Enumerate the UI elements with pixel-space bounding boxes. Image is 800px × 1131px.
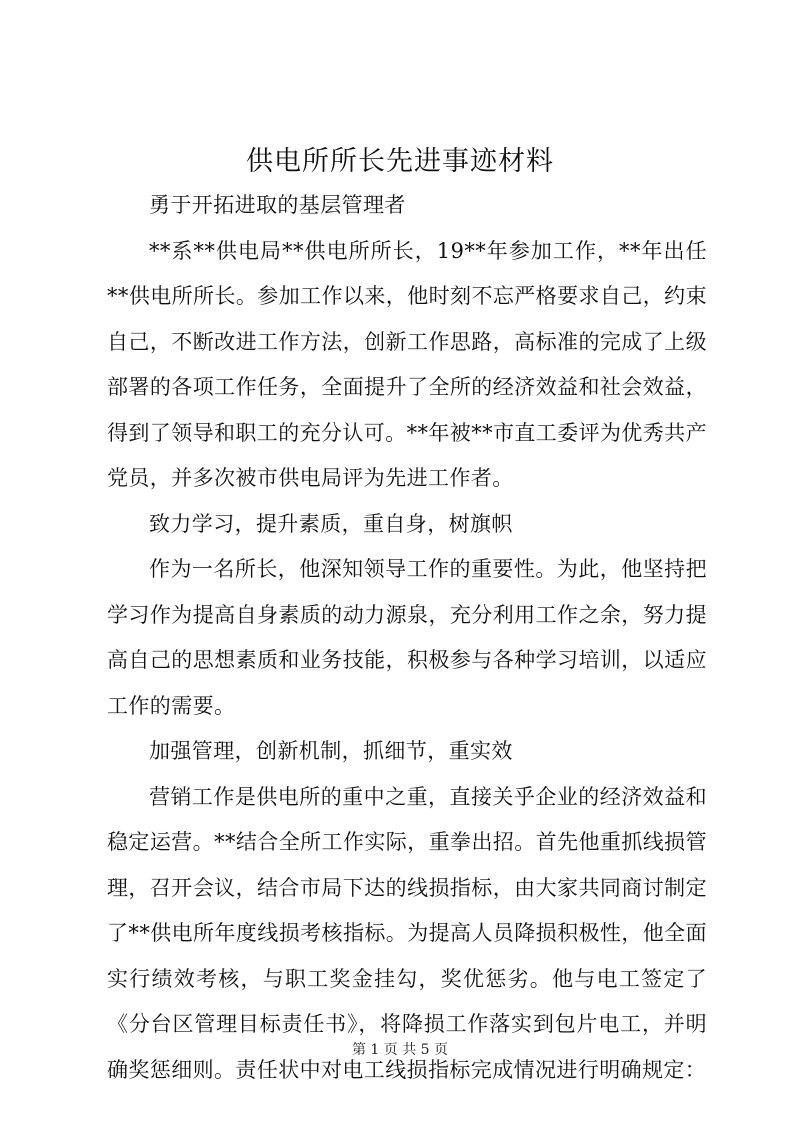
section-heading-1: 勇于开拓进取的基层管理者 xyxy=(149,193,406,217)
paragraph-management: 营销工作是供电所的重中之重，直接关乎企业的经济效益和稳定运营。**结合全所工作实际，重拳出招。首先他重抓线损管理，召开会议，结合市局下达的线损指标，由大家共同商讨制定了**供电所年度线损考核指标。为提高人员降损积极性，他全面实行绩效考核，与职工奖金挂勾，奖优惩劣。他与电工签定了《分台区管理目标责任书》，将降损工作落实到包片电工，并明确奖惩细则。责任状中对电工线损指标完成情况进行明确规定： xyxy=(107,784,707,1082)
paragraph-intro: **系**供电局**供电所所长，19**年参加工作，**年出任**供电所所长。参加工作以来，他时刻不忘严格要求自己，约束自己，不断改进工作方法，创新工作思路，高标准的完成了上级部署的各项工作任务，全面提升了全所的经济效益和社会效益，得到了领导和职工的充分认可。**年被**市直工委评为优秀共产党员，并多次被市供电局评为先进工作者。 xyxy=(107,238,707,490)
document-title: 供电所所长先进事迹材料 xyxy=(246,146,554,177)
document-body xyxy=(107,183,707,1093)
page-footer: 第 1 页 共 5 页 xyxy=(351,1042,449,1058)
paragraph-study: 作为一名所长，他深知领导工作的重要性。为此，他坚持把学习作为提高自身素质的动力源泉，充分利用工作之余，努力提高自己的思想素质和业务技能，积极参与各种学习培训，以适应工作的需要。 xyxy=(107,557,707,718)
section-heading-2: 致力学习，提升素质，重自身，树旗帜 xyxy=(149,511,513,536)
section-heading-3: 加强管理，创新机制，抓细节，重实效 xyxy=(149,739,513,763)
